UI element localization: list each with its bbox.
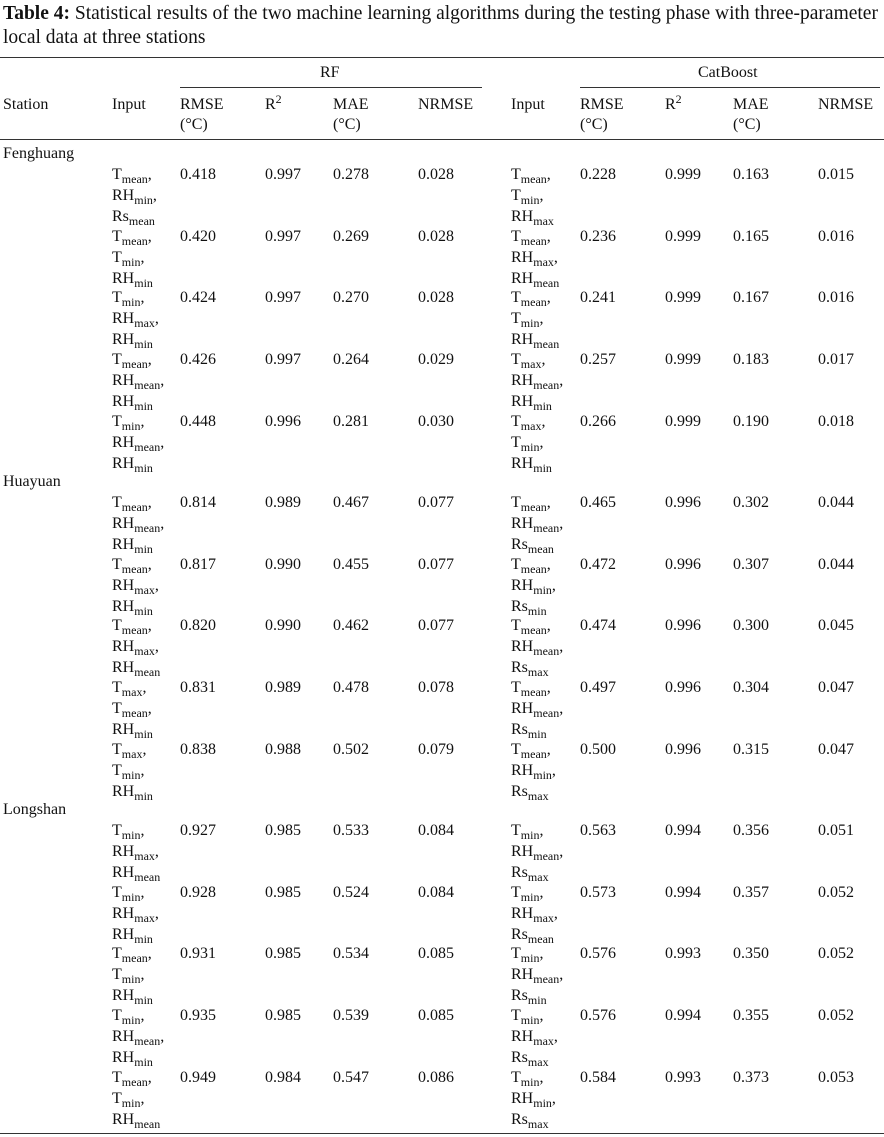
cb-rmse-cell: 0.500 — [580, 741, 616, 758]
input-variable: $RH_{mean}$, — [112, 515, 165, 535]
cb-rmse-cell: 0.228 — [580, 166, 616, 183]
cb-nrmse-cell: 0.053 — [818, 1069, 854, 1086]
table-caption — [3, 2, 881, 50]
cb-mae-cell: 0.307 — [733, 556, 769, 573]
rf-r2-cell: 0.989 — [265, 494, 301, 511]
rf-r2-cell: 0.984 — [265, 1069, 301, 1086]
input-variable: $RH_{max}$, — [511, 1028, 558, 1048]
rf-rmse-cell: 0.418 — [180, 166, 216, 183]
cb-rmse-cell: 0.584 — [580, 1069, 616, 1086]
cb-input-cell — [511, 1067, 556, 1130]
rf-rmse-cell: 0.817 — [180, 556, 216, 573]
cb-rmse-cell: 0.576 — [580, 945, 616, 962]
rf-input-cell — [112, 820, 160, 883]
cb-nrmse-cell: 0.047 — [818, 741, 854, 758]
rf-input-column-header: Input — [112, 96, 146, 113]
input-variable: $RH_{min}$ — [511, 393, 552, 413]
input-variable: $T_{min}$, — [511, 187, 544, 207]
input-variable: $T_{max}$, — [112, 741, 147, 761]
rf-r2-cell: 0.985 — [265, 822, 301, 839]
input-variable: $RH_{max}$, — [112, 843, 159, 863]
input-variable: $T_{min}$, — [112, 762, 145, 782]
input-variable: $T_{mean}$, — [511, 679, 551, 699]
cb-rmse-cell: 0.465 — [580, 494, 616, 511]
rf-r2-cell: 0.997 — [265, 228, 301, 245]
input-variable: $RH_{min}$, — [511, 1090, 556, 1110]
cb-nrmse-cell: 0.052 — [818, 1007, 854, 1024]
input-variable: $RH_{min}$, — [511, 762, 556, 782]
rf-nrmse-cell: 0.029 — [418, 351, 454, 368]
rf-nrmse-cell: 0.084 — [418, 884, 454, 901]
cb-rmse-cell: 0.241 — [580, 289, 616, 306]
input-variable: $RH_{mean}$, — [112, 1028, 165, 1048]
input-variable: $RH_{max}$, — [511, 905, 558, 925]
input-variable: $T_{mean}$, — [511, 556, 551, 576]
rf-r2-column-header: $R^2$ — [265, 92, 282, 113]
station-column-header: Station — [3, 96, 49, 113]
cb-input-cell — [511, 287, 559, 350]
rf-nrmse-cell: 0.077 — [418, 617, 454, 634]
input-variable: $T_{mean}$, — [112, 351, 152, 371]
rf-nrmse-cell: 0.085 — [418, 945, 454, 962]
rf-input-cell — [112, 164, 157, 227]
rf-r2-cell: 0.997 — [265, 289, 301, 306]
input-variable: $T_{min}$, — [511, 822, 544, 842]
input-variable: $RH_{min}$ — [112, 783, 153, 803]
cb-input-cell — [511, 615, 563, 678]
input-variable: $Rs_{min}$ — [511, 987, 547, 1007]
input-variable: $RH_{max}$, — [112, 310, 159, 330]
cb-rmse-cell: 0.497 — [580, 679, 616, 696]
station-name: Huayuan — [3, 473, 61, 490]
rf-input-cell — [112, 554, 159, 617]
input-variable: $T_{mean}$, — [511, 617, 551, 637]
input-variable: $Rs_{max}$ — [511, 1111, 549, 1131]
rf-nrmse-cell: 0.085 — [418, 1007, 454, 1024]
rf-mae-cell: 0.270 — [333, 289, 369, 306]
input-variable: $RH_{max}$, — [511, 249, 558, 269]
rf-rmse-cell: 0.426 — [180, 351, 216, 368]
rf-group-header: RF — [320, 64, 340, 81]
catboost-group-header: CatBoost — [698, 64, 758, 81]
cb-mae-cell: 0.355 — [733, 1007, 769, 1024]
rf-nrmse-cell: 0.078 — [418, 679, 454, 696]
rf-mae-cell: 0.281 — [333, 413, 369, 430]
cb-input-column-header: Input — [511, 96, 545, 113]
rf-rmse-column-header: RMSE (°C) — [180, 96, 224, 133]
input-variable: $RH_{mean}$ — [511, 270, 560, 290]
input-variable: $T_{min}$, — [112, 966, 145, 986]
cb-mae-cell: 0.300 — [733, 617, 769, 634]
header-bottom-rule — [0, 139, 884, 140]
cb-mae-cell: 0.165 — [733, 228, 769, 245]
input-variable: $Rs_{mean}$ — [511, 536, 554, 556]
rf-nrmse-cell: 0.086 — [418, 1069, 454, 1086]
rf-mae-cell: 0.467 — [333, 494, 369, 511]
input-variable: $RH_{max}$ — [511, 208, 554, 228]
rf-r2-cell: 0.990 — [265, 556, 301, 573]
cb-r2-cell: 0.999 — [665, 228, 701, 245]
cb-r2-cell: 0.999 — [665, 166, 701, 183]
rf-rmse-cell: 0.931 — [180, 945, 216, 962]
cb-input-cell — [511, 739, 556, 802]
cb-mae-cell: 0.167 — [733, 289, 769, 306]
cb-r2-cell: 0.996 — [665, 494, 701, 511]
input-variable: $RH_{mean}$, — [112, 372, 165, 392]
input-variable: $RH_{min}$ — [112, 1049, 153, 1069]
rf-input-cell — [112, 287, 159, 350]
input-variable: $Rs_{max}$ — [511, 783, 549, 803]
rf-rmse-cell: 0.927 — [180, 822, 216, 839]
rf-group-rule — [180, 87, 482, 88]
rf-rmse-cell: 0.935 — [180, 1007, 216, 1024]
cb-nrmse-cell: 0.044 — [818, 494, 854, 511]
input-variable: $RH_{mean}$, — [511, 700, 564, 720]
input-variable: $T_{min}$, — [511, 310, 544, 330]
rf-mae-cell: 0.502 — [333, 741, 369, 758]
rf-input-cell — [112, 615, 160, 678]
rf-input-cell — [112, 882, 159, 945]
cb-mae-column-header: MAE (°C) — [733, 96, 769, 133]
input-variable: $RH_{min}$, — [112, 187, 157, 207]
rf-input-cell — [112, 1005, 164, 1068]
cb-input-cell — [511, 411, 552, 474]
cb-mae-cell: 0.356 — [733, 822, 769, 839]
top-rule — [0, 57, 884, 58]
input-variable: $RH_{mean}$, — [511, 966, 564, 986]
input-variable: $RH_{min}$ — [112, 926, 153, 946]
cb-nrmse-cell: 0.052 — [818, 884, 854, 901]
input-variable: $RH_{mean}$ — [112, 1111, 161, 1131]
input-variable: $T_{mean}$, — [511, 166, 551, 186]
cb-nrmse-cell: 0.047 — [818, 679, 854, 696]
cb-input-cell — [511, 1005, 558, 1068]
input-variable: $RH_{min}$ — [112, 270, 153, 290]
input-variable: $T_{min}$, — [112, 249, 145, 269]
cb-input-cell — [511, 820, 563, 883]
cb-r2-cell: 0.999 — [665, 351, 701, 368]
cb-r2-cell: 0.994 — [665, 1007, 701, 1024]
rf-r2-cell: 0.997 — [265, 166, 301, 183]
cb-input-cell — [511, 349, 563, 412]
rf-rmse-cell: 0.838 — [180, 741, 216, 758]
rf-r2-cell: 0.997 — [265, 351, 301, 368]
input-variable: $T_{min}$, — [511, 1069, 544, 1089]
cb-r2-cell: 0.999 — [665, 289, 701, 306]
cb-mae-cell: 0.183 — [733, 351, 769, 368]
input-variable: $T_{min}$, — [511, 945, 544, 965]
rf-input-cell — [112, 492, 164, 555]
cb-mae-cell: 0.373 — [733, 1069, 769, 1086]
input-variable: $RH_{min}$ — [112, 721, 153, 741]
input-variable: $T_{min}$, — [511, 434, 544, 454]
input-variable: $RH_{mean}$, — [511, 372, 564, 392]
rf-r2-cell: 0.996 — [265, 413, 301, 430]
rf-rmse-cell: 0.448 — [180, 413, 216, 430]
input-variable: $RH_{min}$ — [112, 393, 153, 413]
cb-nrmse-column-header: NRMSE — [818, 96, 874, 113]
rf-mae-column-header: MAE (°C) — [333, 96, 369, 133]
input-variable: $T_{mean}$, — [112, 617, 152, 637]
rf-rmse-cell: 0.424 — [180, 289, 216, 306]
cb-mae-cell: 0.190 — [733, 413, 769, 430]
rf-mae-cell: 0.539 — [333, 1007, 369, 1024]
cb-r2-cell: 0.999 — [665, 413, 701, 430]
rf-input-cell — [112, 677, 153, 740]
cb-rmse-cell: 0.573 — [580, 884, 616, 901]
cb-input-cell — [511, 164, 554, 227]
input-variable: $RH_{min}$ — [112, 598, 153, 618]
input-variable: $T_{min}$, — [112, 884, 145, 904]
input-variable: $RH_{min}$ — [112, 455, 153, 475]
rf-rmse-cell: 0.814 — [180, 494, 216, 511]
rf-r2-cell: 0.985 — [265, 884, 301, 901]
rf-mae-cell: 0.264 — [333, 351, 369, 368]
cb-r2-cell: 0.993 — [665, 945, 701, 962]
rf-r2-cell: 0.990 — [265, 617, 301, 634]
input-variable: $RH_{max}$, — [112, 577, 159, 597]
input-variable: $T_{mean}$, — [511, 494, 551, 514]
station-name: Fenghuang — [3, 145, 75, 162]
rf-input-cell — [112, 1067, 160, 1130]
rf-input-cell — [112, 739, 153, 802]
input-variable: $T_{mean}$, — [112, 494, 152, 514]
rf-r2-cell: 0.985 — [265, 945, 301, 962]
input-variable: $T_{mean}$, — [112, 166, 152, 186]
cb-input-cell — [511, 882, 558, 945]
input-variable: $Rs_{min}$ — [511, 721, 547, 741]
rf-r2-cell: 0.989 — [265, 679, 301, 696]
rf-rmse-cell: 0.831 — [180, 679, 216, 696]
cb-nrmse-cell: 0.015 — [818, 166, 854, 183]
cb-nrmse-cell: 0.051 — [818, 822, 854, 839]
input-variable: $T_{min}$, — [112, 1090, 145, 1110]
cb-r2-cell: 0.993 — [665, 1069, 701, 1086]
catboost-group-rule — [580, 87, 880, 88]
input-variable: $T_{min}$, — [511, 884, 544, 904]
rf-mae-cell: 0.478 — [333, 679, 369, 696]
cb-input-cell — [511, 226, 559, 289]
rf-nrmse-cell: 0.030 — [418, 413, 454, 430]
rf-rmse-cell: 0.928 — [180, 884, 216, 901]
rf-r2-cell: 0.988 — [265, 741, 301, 758]
rf-mae-cell: 0.269 — [333, 228, 369, 245]
rf-nrmse-cell: 0.084 — [418, 822, 454, 839]
rf-mae-cell: 0.278 — [333, 166, 369, 183]
rf-nrmse-cell: 0.028 — [418, 166, 454, 183]
rf-mae-cell: 0.533 — [333, 822, 369, 839]
rf-mae-cell: 0.455 — [333, 556, 369, 573]
input-variable: $RH_{mean}$, — [511, 843, 564, 863]
cb-r2-column-header: $R^2$ — [665, 92, 682, 113]
input-variable: $Rs_{mean}$ — [511, 926, 554, 946]
rf-rmse-cell: 0.420 — [180, 228, 216, 245]
input-variable: $T_{min}$, — [112, 413, 145, 433]
input-variable: $RH_{mean}$ — [112, 864, 161, 884]
rf-input-cell — [112, 226, 153, 289]
cb-rmse-column-header: RMSE (°C) — [580, 96, 624, 133]
input-variable: $RH_{mean}$ — [112, 659, 161, 679]
cb-nrmse-cell: 0.016 — [818, 228, 854, 245]
cb-mae-cell: 0.357 — [733, 884, 769, 901]
cb-input-cell — [511, 943, 563, 1006]
station-name: Longshan — [3, 801, 67, 818]
input-variable: $Rs_{min}$ — [511, 598, 547, 618]
input-variable: $T_{max}$, — [511, 413, 546, 433]
input-variable: $T_{min}$, — [112, 1007, 145, 1027]
input-variable: $Rs_{max}$ — [511, 1049, 549, 1069]
input-variable: $Rs_{max}$ — [511, 659, 549, 679]
table-label: Table 4: — [3, 3, 71, 24]
rf-r2-cell: 0.985 — [265, 1007, 301, 1024]
cb-mae-cell: 0.315 — [733, 741, 769, 758]
rf-mae-cell: 0.462 — [333, 617, 369, 634]
rf-input-cell — [112, 349, 164, 412]
cb-input-cell — [511, 492, 563, 555]
rf-input-cell — [112, 411, 164, 474]
rf-nrmse-cell: 0.028 — [418, 289, 454, 306]
cb-r2-cell: 0.996 — [665, 741, 701, 758]
rf-input-cell — [112, 943, 153, 1006]
input-variable: $Rs_{max}$ — [511, 864, 549, 884]
input-variable: $T_{mean}$, — [112, 1069, 152, 1089]
cb-nrmse-cell: 0.045 — [818, 617, 854, 634]
cb-nrmse-cell: 0.018 — [818, 413, 854, 430]
cb-rmse-cell: 0.576 — [580, 1007, 616, 1024]
input-variable: $RH_{max}$, — [112, 905, 159, 925]
cb-input-cell — [511, 554, 556, 617]
cb-rmse-cell: 0.563 — [580, 822, 616, 839]
input-variable: $RH_{min}$, — [511, 577, 556, 597]
cb-r2-cell: 0.994 — [665, 822, 701, 839]
input-variable: $T_{mean}$, — [112, 945, 152, 965]
input-variable: $RH_{min}$ — [511, 455, 552, 475]
input-variable: $T_{max}$, — [112, 679, 147, 699]
cb-mae-cell: 0.302 — [733, 494, 769, 511]
cb-rmse-cell: 0.472 — [580, 556, 616, 573]
rf-mae-cell: 0.524 — [333, 884, 369, 901]
input-variable: $RH_{mean}$, — [511, 515, 564, 535]
input-variable: $T_{mean}$, — [112, 556, 152, 576]
input-variable: $T_{max}$, — [511, 351, 546, 371]
cb-nrmse-cell: 0.017 — [818, 351, 854, 368]
input-variable: $T_{min}$, — [511, 1007, 544, 1027]
rf-nrmse-column-header: NRMSE — [418, 96, 474, 113]
cb-r2-cell: 0.996 — [665, 617, 701, 634]
cb-nrmse-cell: 0.052 — [818, 945, 854, 962]
input-variable: $T_{mean}$, — [112, 700, 152, 720]
rf-mae-cell: 0.534 — [333, 945, 369, 962]
input-variable: $RH_{min}$ — [112, 331, 153, 351]
table-caption-text: Statistical results of the two machine learning algorithms during the testing phase with three-parameter local data at three stations — [3, 3, 878, 48]
input-variable: $T_{min}$, — [112, 289, 145, 309]
cb-r2-cell: 0.996 — [665, 679, 701, 696]
rf-mae-cell: 0.547 — [333, 1069, 369, 1086]
rf-nrmse-cell: 0.079 — [418, 741, 454, 758]
cb-rmse-cell: 0.474 — [580, 617, 616, 634]
input-variable: $RH_{mean}$, — [112, 434, 165, 454]
cb-nrmse-cell: 0.044 — [818, 556, 854, 573]
rf-nrmse-cell: 0.077 — [418, 494, 454, 511]
input-variable: $T_{mean}$, — [112, 228, 152, 248]
input-variable: $T_{min}$, — [112, 822, 145, 842]
rf-rmse-cell: 0.820 — [180, 617, 216, 634]
cb-nrmse-cell: 0.016 — [818, 289, 854, 306]
cb-input-cell — [511, 677, 563, 740]
bottom-rule — [0, 1133, 884, 1134]
rf-nrmse-cell: 0.028 — [418, 228, 454, 245]
input-variable: $RH_{min}$ — [112, 536, 153, 556]
input-variable: $RH_{mean}$, — [511, 638, 564, 658]
cb-r2-cell: 0.996 — [665, 556, 701, 573]
cb-r2-cell: 0.994 — [665, 884, 701, 901]
cb-mae-cell: 0.350 — [733, 945, 769, 962]
input-variable: $RH_{mean}$ — [511, 331, 560, 351]
cb-rmse-cell: 0.257 — [580, 351, 616, 368]
input-variable: $RH_{max}$, — [112, 638, 159, 658]
input-variable: $T_{mean}$, — [511, 289, 551, 309]
input-variable: $RH_{min}$ — [112, 987, 153, 1007]
input-variable: $Rs_{mean}$ — [112, 208, 155, 228]
rf-rmse-cell: 0.949 — [180, 1069, 216, 1086]
input-variable: $T_{mean}$, — [511, 741, 551, 761]
cb-rmse-cell: 0.266 — [580, 413, 616, 430]
cb-mae-cell: 0.304 — [733, 679, 769, 696]
rf-nrmse-cell: 0.077 — [418, 556, 454, 573]
cb-rmse-cell: 0.236 — [580, 228, 616, 245]
cb-mae-cell: 0.163 — [733, 166, 769, 183]
input-variable: $T_{mean}$, — [511, 228, 551, 248]
